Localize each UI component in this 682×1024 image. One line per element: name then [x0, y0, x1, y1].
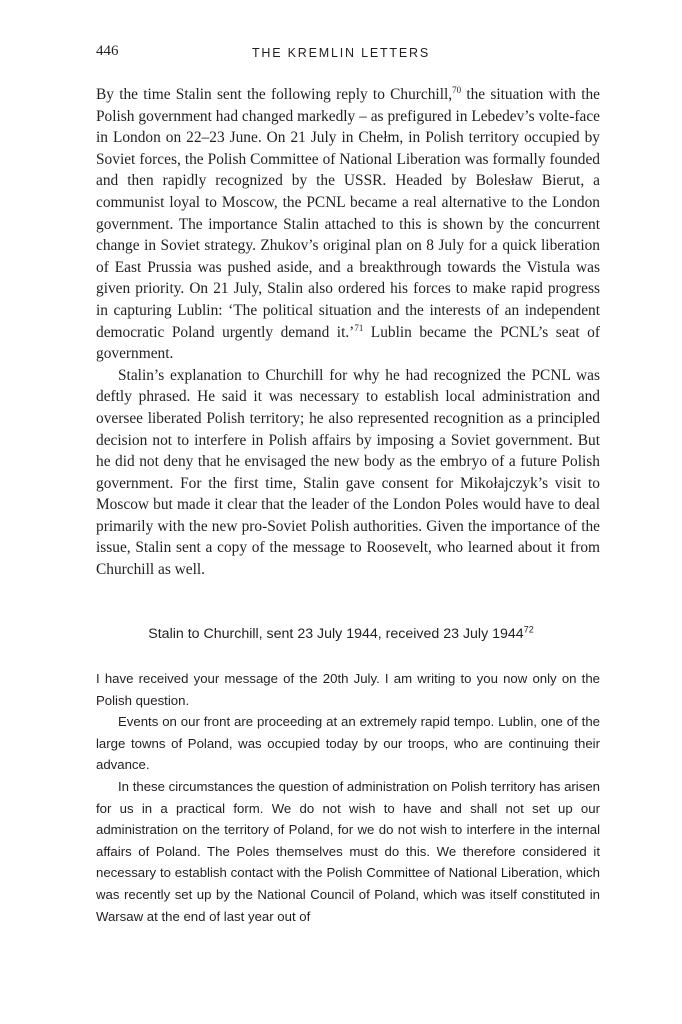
running-head: THE KREMLIN LETTERS	[252, 46, 430, 60]
letter-text	[96, 668, 600, 927]
narrative-paragraph	[96, 84, 600, 365]
narrative-text-span: Lublin became the PCNL’s seat of government.	[96, 323, 600, 363]
letter-paragraph: Events on our front are proceeding at an extremely rapid tempo. Lublin, one of the large towns of Poland, was occupied today by our troops, who are continuing their advance.	[96, 714, 600, 773]
footnote-ref: 70	[452, 84, 462, 95]
footnote-ref: 72	[523, 624, 534, 635]
document-heading-text: Stalin to Churchill, sent 23 July 1944, received 23 July 1944	[148, 626, 524, 642]
letter-paragraph: I have received your message of the 20th July. I am writing to you now only on the Polish question.	[96, 671, 600, 708]
narrative-paragraph: Stalin’s explanation to Churchill for why he had recognized the PCNL was deftly phrased. He said it was necessary to establish local administration and oversee liberated Polish territory; he also represented recognition as a principled decision not to interfere in Polish affairs by imposing a Soviet government. But he did not deny that he envisaged the new body as the embryo of a future Polish government. For the first time, Stalin gave consent for Mikołajczyk’s visit to Moscow but made it clear that the leader of the London Poles would have to deal primarily with the new pro-Soviet Polish authorities. Given the importance of the issue, Stalin sent a copy of the message to Roosevelt, who learned about it from Churchill as well.	[96, 366, 600, 579]
narrative-text	[96, 84, 600, 581]
document-heading	[0, 624, 682, 644]
footnote-ref: 71	[354, 322, 364, 333]
page-number: 446	[96, 43, 119, 59]
letter-paragraph: In these circumstances the question of administration on Polish territory has arisen for us in a practical form. We do not wish to have and shall not set up our administration on the territory of Poland, for we do not wish to interfere in the internal affairs of Poland. The Poles themselves must do this. We therefore considered it necessary to establish contact with the Polish Committee of National Liberation, which was recently set up by the National Council of Poland, which was itself constituted in Warsaw at the end of last year out of	[96, 778, 600, 924]
narrative-text-span: the situation with the Polish government had changed markedly – as prefigured in Lebedev’s volte-face in London on 22–23 June. On 21 July in Chełm, in Polish territory occupied by Soviet forces, the Polish Committee of National Liberation was formally founded and then rapidly recognized by the USSR. Headed by Bolesław Bierut, a communist loyal to Moscow, the PCNL became a real alternative to the London government. The importance Stalin attached to this is shown by the concurrent change in Soviet strategy. Zhukov’s original plan on 8 July for a quick liberation of East Prussia was pushed aside, and a breakthrough towards the Vistula was given priority. On 21 July, Stalin also ordered his forces to make rapid progress in capturing Lublin: ‘The political situation and the interests of an independent democratic Poland urgently demand it.’	[96, 86, 600, 341]
narrative-text-span: By the time Stalin sent the following reply to Churchill,	[96, 86, 453, 103]
